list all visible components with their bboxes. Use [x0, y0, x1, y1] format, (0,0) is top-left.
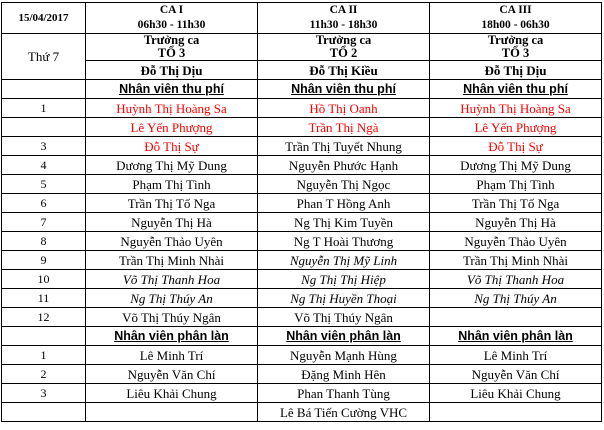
- shift-1-team: TỔ 3: [157, 46, 186, 60]
- lane-row-1: [2, 346, 602, 365]
- row-number: 8: [2, 232, 86, 251]
- shift-2-name: CA II: [329, 4, 358, 16]
- row-number: 10: [2, 270, 86, 289]
- staff-name-shift-1: Nguyễn Thị Hà: [86, 213, 258, 232]
- shift-header-row: [2, 3, 602, 34]
- toll-row-1: [2, 99, 602, 118]
- toll-section-title-1: Nhân viên thu phí: [86, 80, 258, 99]
- day-cell: Thứ 7: [2, 34, 86, 80]
- lane-section-title-3: Nhân viên phân làn: [430, 327, 602, 346]
- row-number: 3: [2, 137, 86, 156]
- shift-2-team: TỔ 2: [329, 46, 358, 60]
- shift-1-role-label: Trưởng ca: [143, 33, 200, 47]
- staff-name-shift-1: Lê Minh Trí: [86, 346, 258, 365]
- staff-name-shift-3: Nguyễn Thảo Uyên: [430, 232, 602, 251]
- shift-3-role: [430, 34, 602, 61]
- row-number: [2, 118, 86, 137]
- toll-section-blank: [2, 80, 86, 99]
- shift-2-role: [258, 34, 430, 61]
- toll-row-10: [2, 270, 602, 289]
- lane-section-title-2: Nhân viên phân làn: [258, 327, 430, 346]
- date-cell: 15/04/2017: [2, 3, 86, 34]
- lane-section-title-1: Nhân viên phân làn: [86, 327, 258, 346]
- staff-name-shift-3: Lê Minh Trí: [430, 346, 602, 365]
- shift-3-time: 18h00 - 06h30: [481, 19, 550, 31]
- toll-row-2: [2, 118, 602, 137]
- staff-name-shift-1: Trần Thị Tố Nga: [86, 194, 258, 213]
- row-number: 12: [2, 308, 86, 327]
- shift-1-role: [86, 34, 258, 61]
- staff-name-shift-2: Nguyễn Thị Ngọc: [258, 175, 430, 194]
- staff-name-shift-1: Võ Thị Thúy Ngân: [86, 308, 258, 327]
- toll-row-11: [2, 289, 602, 308]
- shift-2-role-label: Trưởng ca: [315, 33, 372, 47]
- shift-1-header: [86, 3, 258, 34]
- toll-section-title-3: Nhân viên thu phí: [430, 80, 602, 99]
- shift-1-time: 06h30 - 11h30: [137, 19, 206, 31]
- shift-1-leader: Đỗ Thị Dịu: [86, 61, 258, 80]
- staff-name-shift-3: [430, 308, 602, 327]
- staff-name-shift-1: [86, 403, 258, 422]
- staff-name-shift-3: Ng Thị Thúy An: [430, 289, 602, 308]
- staff-name-shift-3: Dương Thị Mỹ Dung: [430, 156, 602, 175]
- staff-name-shift-2: Trần Thị Tuyết Nhung: [258, 137, 430, 156]
- lane-section-row: [2, 327, 602, 346]
- row-number: 1: [2, 99, 86, 118]
- toll-row-6: [2, 194, 602, 213]
- shift-1-name: CA I: [159, 4, 184, 16]
- staff-name-shift-2: Lê Bá Tiến Cường VHC: [258, 403, 430, 422]
- row-number: 4: [2, 156, 86, 175]
- leader-row: [2, 61, 602, 80]
- row-number: 6: [2, 194, 86, 213]
- toll-row-5: [2, 175, 602, 194]
- staff-name-shift-3: Nguyễn Thị Hà: [430, 213, 602, 232]
- toll-row-3: [2, 137, 602, 156]
- toll-section-row: [2, 80, 602, 99]
- row-number: 1: [2, 346, 86, 365]
- staff-name-shift-1: Nguyễn Văn Chí: [86, 365, 258, 384]
- staff-name-shift-1: Huỳnh Thị Hoàng Sa: [86, 99, 258, 118]
- shift-3-role-label: Trưởng ca: [487, 33, 544, 47]
- staff-name-shift-3: Trần Thị Minh Nhài: [430, 251, 602, 270]
- row-number: 11: [2, 289, 86, 308]
- staff-name-shift-2: Trần Thị Ngà: [258, 118, 430, 137]
- toll-row-4: [2, 156, 602, 175]
- staff-name-shift-2: Phan Thanh Tùng: [258, 384, 430, 403]
- row-number: 5: [2, 175, 86, 194]
- staff-name-shift-3: Nguyễn Văn Chí: [430, 365, 602, 384]
- row-number: [2, 403, 86, 422]
- staff-name-shift-1: Dương Thị Mỹ Dung: [86, 156, 258, 175]
- staff-name-shift-3: [430, 403, 602, 422]
- staff-name-shift-3: Lê Yến Phượng: [430, 118, 602, 137]
- row-number: 3: [2, 384, 86, 403]
- toll-section-title-2: Nhân viên thu phí: [258, 80, 430, 99]
- shift-2-leader: Đỗ Thị Kiều: [258, 61, 430, 80]
- shift-2-header: [258, 3, 430, 34]
- staff-name-shift-3: Phạm Thị Tình: [430, 175, 602, 194]
- role-row: [2, 34, 602, 61]
- staff-name-shift-1: Nguyễn Thảo Uyên: [86, 232, 258, 251]
- shift-2-time: 11h30 - 18h30: [309, 19, 378, 31]
- toll-row-12: [2, 308, 602, 327]
- staff-name-shift-2: Nguyễn Mạnh Hùng: [258, 346, 430, 365]
- staff-name-shift-3: Liêu Khải Chung: [430, 384, 602, 403]
- shift-3-leader: Đỗ Thị Dịu: [430, 61, 602, 80]
- staff-name-shift-3: Võ Thị Thanh Hoa: [430, 270, 602, 289]
- lane-row-2: [2, 365, 602, 384]
- staff-name-shift-3: Huỳnh Thị Hoàng Sa: [430, 99, 602, 118]
- staff-name-shift-2: Nguyễn Phước Hạnh: [258, 156, 430, 175]
- row-number: 9: [2, 251, 86, 270]
- staff-name-shift-2: Ng Thị Thị Hiệp: [258, 270, 430, 289]
- staff-name-shift-2: Hồ Thị Oanh: [258, 99, 430, 118]
- staff-name-shift-2: Võ Thị Thúy Ngân: [258, 308, 430, 327]
- toll-row-8: [2, 232, 602, 251]
- row-number: 2: [2, 365, 86, 384]
- staff-name-shift-1: Ng Thị Thúy An: [86, 289, 258, 308]
- staff-name-shift-3: Trần Thị Tố Nga: [430, 194, 602, 213]
- staff-name-shift-1: Đỗ Thị Sự: [86, 137, 258, 156]
- staff-name-shift-2: Phan T Hồng Anh: [258, 194, 430, 213]
- staff-name-shift-2: Ng Thị Kim Tuyền: [258, 213, 430, 232]
- toll-row-7: [2, 213, 602, 232]
- lane-row-3: [2, 384, 602, 403]
- staff-name-shift-1: Trần Thị Minh Nhài: [86, 251, 258, 270]
- staff-name-shift-3: Đỗ Thị Sự: [430, 137, 602, 156]
- lane-section-blank: [2, 327, 86, 346]
- shift-roster-table: [1, 2, 602, 422]
- staff-name-shift-2: Đặng Minh Hên: [258, 365, 430, 384]
- staff-name-shift-2: Ng Thị Huyền Thoại: [258, 289, 430, 308]
- staff-name-shift-1: Liêu Khải Chung: [86, 384, 258, 403]
- shift-3-header: [430, 3, 602, 34]
- staff-name-shift-1: Phạm Thị Tình: [86, 175, 258, 194]
- lane-row-4: [2, 403, 602, 422]
- staff-name-shift-1: Võ Thị Thanh Hoa: [86, 270, 258, 289]
- shift-3-name: CA III: [499, 4, 532, 16]
- shift-3-team: TỔ 3: [501, 46, 530, 60]
- staff-name-shift-2: Nguyễn Thị Mỹ Linh: [258, 251, 430, 270]
- row-number: 7: [2, 213, 86, 232]
- staff-name-shift-2: Ng T Hoài Thương: [258, 232, 430, 251]
- staff-name-shift-1: Lê Yến Phượng: [86, 118, 258, 137]
- toll-row-9: [2, 251, 602, 270]
